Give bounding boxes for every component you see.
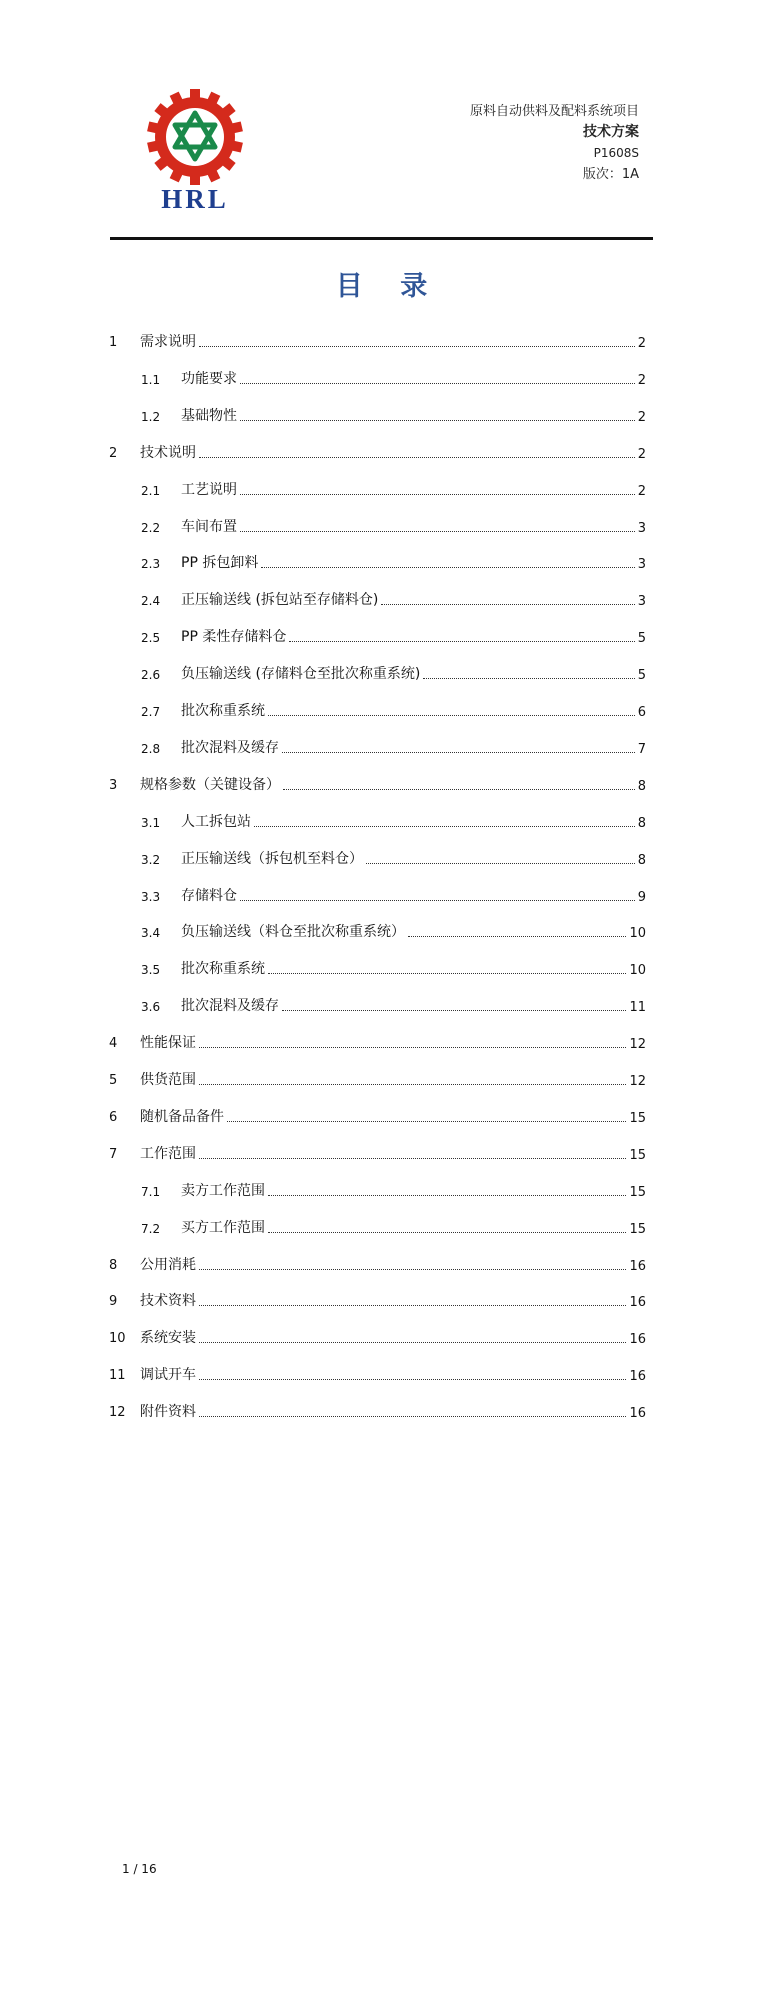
toc-leader-dots <box>268 972 626 974</box>
toc-entry-page: 9 <box>637 889 646 905</box>
toc-entry[interactable] <box>141 995 646 1016</box>
toc-entry-number: 3.2 <box>141 852 161 867</box>
toc-leader-dots <box>268 1194 626 1196</box>
toc-entry-page: 11 <box>629 1000 646 1016</box>
toc-leader-dots <box>199 1268 626 1270</box>
toc-heading: 目 录 <box>335 271 442 302</box>
toc-entry-number: 7 <box>109 1146 118 1162</box>
toc-leader-dots <box>240 530 635 532</box>
toc-leader-dots <box>240 493 635 495</box>
toc-leader-dots <box>283 788 635 790</box>
toc-entry-label: 功能要求 <box>181 370 237 387</box>
toc-entry-label: PP 拆包卸料 <box>181 555 259 572</box>
logo-text: HRL <box>161 184 229 212</box>
toc-entry[interactable] <box>141 516 646 536</box>
toc-entry[interactable] <box>109 442 646 462</box>
toc-entry-page: 2 <box>637 409 646 425</box>
toc-entry-label: 负压输送线 (存储料仓至批次称重系统) <box>181 666 421 683</box>
toc-entry[interactable] <box>141 737 646 757</box>
toc-entry[interactable] <box>109 1143 646 1163</box>
toc-entry-number: 8 <box>109 1257 118 1273</box>
toc-entry[interactable] <box>141 1180 646 1200</box>
toc-entry-label: 负压输送线（料仓至批次称重系统） <box>181 924 405 941</box>
toc-leader-dots <box>240 899 635 901</box>
toc-entry-number: 7.2 <box>141 1221 161 1236</box>
document-title: 技术方案 <box>583 124 639 140</box>
toc-entry-label: 基础物性 <box>181 407 237 424</box>
toc-leader-dots <box>199 1415 626 1417</box>
toc-entry-label: 供货范围 <box>140 1072 196 1088</box>
toc-entry-label: 批次混料及缓存 <box>181 739 279 756</box>
toc-entry-page: 7 <box>637 741 646 757</box>
toc-leader-dots <box>199 1378 626 1380</box>
toc-entry-label: 批次称重系统 <box>181 961 265 978</box>
toc-entry[interactable] <box>109 1069 646 1089</box>
toc-entry-number: 9 <box>109 1294 118 1310</box>
project-name: 原料自动供料及配料系统项目 <box>469 104 639 119</box>
toc-entry-page: 3 <box>637 557 646 573</box>
toc-entry-number: 3 <box>109 777 118 793</box>
document-code: P1608S <box>593 146 639 160</box>
toc-entry-label: 批次称重系统 <box>181 703 265 719</box>
toc-entry[interactable] <box>141 921 646 942</box>
toc-leader-dots <box>240 419 635 421</box>
toc-leader-dots <box>282 751 635 753</box>
toc-entry-number: 2.8 <box>141 741 161 756</box>
toc-entry-label: 规格参数（关键设备） <box>140 776 280 793</box>
header-divider <box>110 237 653 240</box>
toc-entry-label: 技术说明 <box>140 444 196 461</box>
toc-entry[interactable] <box>141 405 646 425</box>
toc-entry-label: 系统安装 <box>140 1330 196 1347</box>
toc-entry-page: 16 <box>629 1332 646 1348</box>
toc-entry-number: 2.7 <box>141 705 161 719</box>
company-logo <box>138 87 252 212</box>
toc-entry-label: PP 柔性存储料仓 <box>181 629 287 646</box>
toc-entry-number: 2.3 <box>141 557 161 572</box>
toc-entry[interactable] <box>141 479 646 499</box>
toc-entry-label: 随机备品备件 <box>140 1108 224 1125</box>
toc-entry[interactable] <box>109 1290 646 1311</box>
gear-icon <box>147 89 243 185</box>
toc-entry-page: 15 <box>629 1147 646 1163</box>
toc-entry-page: 2 <box>637 336 646 351</box>
toc-entry-page: 2 <box>637 483 646 499</box>
toc-leader-dots <box>282 1009 626 1011</box>
toc-entry-page: 8 <box>637 815 646 831</box>
toc-entry-number: 2.1 <box>141 483 161 498</box>
toc-entry-label: 技术资料 <box>140 1293 196 1310</box>
toc-entry-number: 3.1 <box>141 815 161 830</box>
toc-entry-page: 5 <box>637 668 646 684</box>
toc-entry[interactable] <box>109 1032 646 1053</box>
toc-entry[interactable] <box>141 885 646 905</box>
toc-entry-page: 15 <box>629 1110 646 1126</box>
toc-entry-number: 2 <box>109 445 118 461</box>
toc-entry-number: 11 <box>109 1368 126 1384</box>
toc-entry[interactable] <box>141 552 646 573</box>
toc-entry-page: 16 <box>629 1406 646 1422</box>
toc-entry-number: 2.6 <box>141 668 161 683</box>
toc-entry-page: 16 <box>629 1258 646 1274</box>
toc-entry-page: 16 <box>629 1369 646 1385</box>
toc-entry-page: 12 <box>629 1037 646 1053</box>
toc-entry[interactable] <box>141 589 646 610</box>
toc-entry-number: 1.1 <box>141 372 161 387</box>
toc-entry-label: 卖方工作范围 <box>181 1182 265 1199</box>
toc-entry-label: 批次混料及缓存 <box>181 998 279 1015</box>
toc-entry-page: 10 <box>629 963 646 979</box>
toc-entry-number: 1 <box>109 335 118 350</box>
toc-entry-page: 8 <box>637 852 646 868</box>
toc-entry[interactable] <box>109 331 646 351</box>
toc-entry[interactable] <box>141 811 646 831</box>
toc-entry-page: 10 <box>629 926 646 942</box>
toc-leader-dots <box>268 714 635 716</box>
toc-entry-label: 附件资料 <box>140 1404 196 1421</box>
toc-entry[interactable] <box>141 368 646 388</box>
toc-entry[interactable] <box>109 1401 646 1422</box>
toc-entry-label: 需求说明 <box>140 334 196 350</box>
toc-entry[interactable] <box>109 1364 646 1385</box>
toc-leader-dots <box>423 677 634 679</box>
toc-entry-label: 工艺说明 <box>181 481 237 498</box>
toc-leader-dots <box>199 1341 626 1343</box>
toc-entry-label: 调试开车 <box>140 1367 196 1384</box>
toc-entry[interactable] <box>141 700 646 720</box>
toc-entry-label: 正压输送线（拆包机至料仓） <box>181 850 363 867</box>
toc-entry-number: 4 <box>109 1036 118 1052</box>
toc-entry[interactable] <box>141 626 646 647</box>
toc-entry-page: 15 <box>629 1221 646 1237</box>
toc-entry-number: 5 <box>109 1073 118 1088</box>
toc-entry-page: 3 <box>637 520 646 536</box>
toc-entry-number: 2.2 <box>141 520 161 535</box>
toc-entry-number: 3.3 <box>141 889 161 904</box>
toc-entry-page: 3 <box>637 594 646 610</box>
toc-entry[interactable] <box>109 1254 646 1274</box>
toc-leader-dots <box>408 935 626 937</box>
toc-entry-label: 性能保证 <box>140 1035 196 1052</box>
toc-entry-number: 6 <box>109 1109 118 1125</box>
toc-entry-number: 1.2 <box>141 409 161 424</box>
toc-leader-dots <box>199 1304 626 1306</box>
toc-leader-dots <box>381 603 634 605</box>
toc-entry[interactable] <box>141 958 646 979</box>
toc-entry-number: 2.4 <box>141 594 161 609</box>
toc-leader-dots <box>261 566 634 568</box>
toc-entry-page: 5 <box>637 631 646 647</box>
toc-entry-page: 6 <box>637 705 646 720</box>
toc-entry-page: 2 <box>637 446 646 462</box>
toc-entry[interactable] <box>141 848 646 868</box>
toc-leader-dots <box>199 1083 626 1085</box>
toc-entry-label: 买方工作范围 <box>181 1219 265 1236</box>
toc-entry-number: 3.5 <box>141 963 161 978</box>
toc-entry[interactable] <box>109 774 646 794</box>
toc-entry-number: 7.1 <box>141 1184 161 1199</box>
toc-entry-label: 正压输送线 (拆包站至存储料仓) <box>181 592 379 609</box>
toc-leader-dots <box>199 345 635 347</box>
toc-entry-label: 存储料仓 <box>181 887 237 904</box>
toc-leader-dots <box>240 382 635 384</box>
toc-leader-dots <box>366 862 635 864</box>
toc-leader-dots <box>199 1157 626 1159</box>
toc-leader-dots <box>289 640 634 642</box>
toc-entry-label: 工作范围 <box>140 1145 196 1162</box>
toc-entry-number: 10 <box>109 1331 126 1347</box>
toc-entry-page: 8 <box>637 778 646 794</box>
toc-leader-dots <box>254 825 635 827</box>
document-header <box>470 101 639 185</box>
toc-leader-dots <box>199 1046 626 1048</box>
toc-entry[interactable] <box>109 1106 646 1126</box>
toc-entry-label: 公用消耗 <box>140 1256 196 1273</box>
toc-entry[interactable] <box>141 663 646 684</box>
toc-entry-page: 12 <box>629 1074 646 1089</box>
toc-entry-page: 15 <box>629 1184 646 1200</box>
toc-leader-dots <box>199 456 635 458</box>
page-number: 1 / 16 <box>122 1862 157 1876</box>
toc-entry-number: 3.6 <box>141 1000 161 1015</box>
toc-entry-number: 2.5 <box>141 631 161 646</box>
toc-entry-number: 12 <box>109 1405 126 1421</box>
toc-entry-page: 2 <box>637 372 646 388</box>
toc-entry-label: 人工拆包站 <box>181 813 251 830</box>
toc-entry-number: 3.4 <box>141 926 161 941</box>
document-version: 版次：1A <box>582 167 639 182</box>
toc-entry-label: 车间布置 <box>181 518 237 535</box>
toc-entry[interactable] <box>141 1217 646 1237</box>
toc-entry-page: 16 <box>629 1295 646 1311</box>
toc-entry[interactable] <box>109 1327 646 1348</box>
toc-leader-dots <box>227 1120 626 1122</box>
toc-leader-dots <box>268 1231 626 1233</box>
